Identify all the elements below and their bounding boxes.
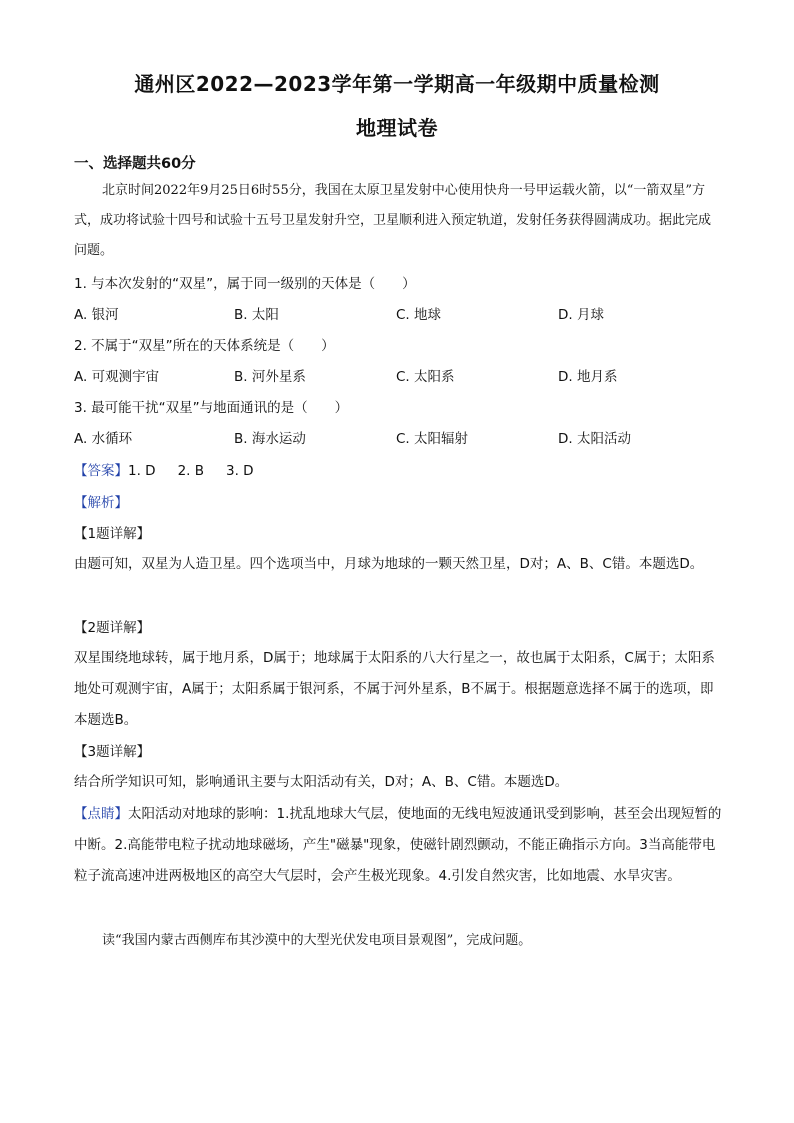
detail-text: 结合所学知识可知，影响通讯主要与太阳活动有关，D对；A、B、C错。本题选D。 [74, 774, 569, 790]
option-b: B. 太阳 [234, 307, 279, 323]
option-a: A. 可观测宇宙 [74, 369, 160, 385]
page-subtitle: 地理试卷 [356, 116, 438, 140]
detail-text: 双星围绕地球转，属于地月系，D属于；地球属于太阳系的八大行星之一，故也属于太阳系，C属于；太阳系地处可观测宇宙，A属于；太阳系属于银河系，不属于河外星系，B不属于。根据题意选择不属于的选项，即本题选B。 [74, 650, 715, 728]
question-stem: 3. 最可能干扰“双星”与地面通讯的是（ ） [74, 400, 349, 416]
option-a: A. 水循环 [74, 431, 133, 447]
detail-text: 由题可知，双星为人造卫星。四个选项当中，月球为地球的一颗天然卫星，D对；A、B、C错。本题选D。 [74, 556, 704, 572]
answer-item: 2. B [177, 463, 205, 479]
section-heading: 一、选择题共60分 [74, 156, 196, 172]
answer-label: 【答案】 [74, 463, 128, 479]
analysis-label: 【解析】 [74, 495, 128, 511]
question-options [74, 428, 722, 450]
reading-passage: 读“我国内蒙古西侧库布其沙漠中的大型光伏发电项目景观图”，完成问题。 [102, 933, 532, 948]
question-options [74, 304, 722, 326]
tip-block [74, 799, 722, 892]
option-d: D. 太阳活动 [558, 431, 631, 447]
detail-label: 【1题详解】 [74, 526, 151, 542]
option-d: D. 地月系 [558, 369, 618, 385]
option-b: B. 河外星系 [234, 369, 306, 385]
option-c: C. 地球 [396, 307, 442, 323]
option-a: A. 银河 [74, 307, 119, 323]
question-options [74, 366, 722, 388]
detail-label: 【3题详解】 [74, 744, 151, 760]
option-c: C. 太阳辐射 [396, 431, 469, 447]
option-c: C. 太阳系 [396, 369, 455, 385]
answer-item: 3. D [226, 463, 254, 479]
option-d: D. 月球 [558, 307, 604, 323]
option-b: B. 海水运动 [234, 431, 306, 447]
question-stem: 1. 与本次发射的“双星”，属于同一级别的天体是（ ） [74, 276, 416, 292]
answer-item: 1. D [128, 463, 156, 479]
tip-text: 太阳活动对地球的影响：1.扰乱地球大气层，使地面的无线电短波通讯受到影响，甚至会出现短暂的中断。2.高能带电粒子扰动地球磁场，产生"磁暴"现象，使磁针剧烈颤动，不能正确指示方向。3当高能带电粒子流高速冲进两极地区的高空大气层时，会产生极光现象。4.引发自然灾害，比如地震、水旱灾害。 [74, 806, 722, 884]
question-stem: 2. 不属于“双星”所在的天体系统是（ ） [74, 338, 335, 354]
reading-passage: 北京时间2022年9月25日6时55分，我国在太原卫星发射中心使用快舟一号甲运载火箭，以“一箭双星”方式，成功将试验十四号和试验十五号卫星发射升空，卫星顺利进入预定轨道，发射任务获得圆满成功。据此完成问题。 [74, 183, 712, 258]
page-title: 通州区2022—2023学年第一学期高一年级期中质量检测 [134, 72, 660, 96]
answer-line [74, 460, 276, 482]
detail-label: 【2题详解】 [74, 620, 151, 636]
tip-label: 【点睛】 [74, 806, 128, 822]
